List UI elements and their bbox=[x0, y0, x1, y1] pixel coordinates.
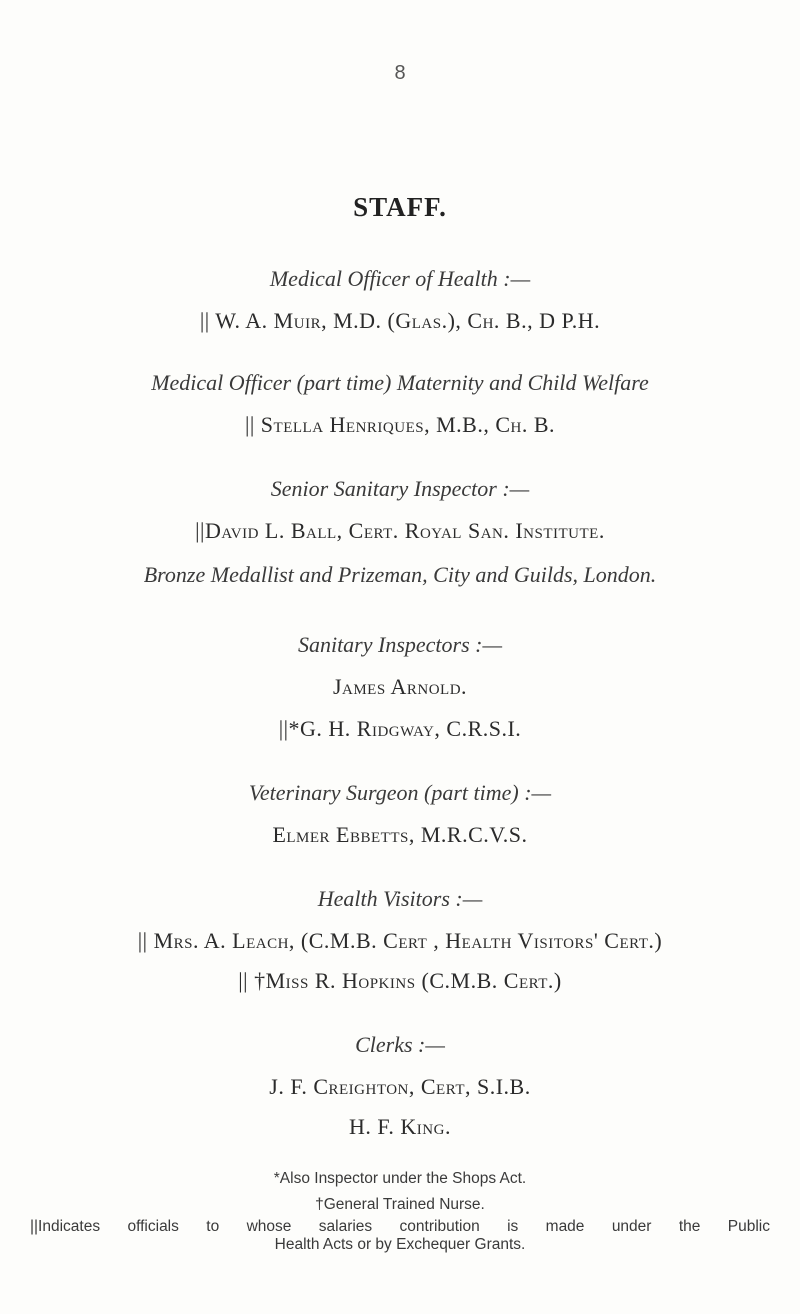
role-clerks: Clerks :— bbox=[355, 1032, 445, 1057]
person-henriques: || Stella Henriques, M.B., Ch. B. bbox=[245, 412, 555, 437]
role-veterinary-surgeon: Veterinary Surgeon (part time) :— bbox=[248, 780, 552, 805]
person-muir: || W. A. Muir, M.D. (Glas.), Ch. B., D P.H. bbox=[199, 308, 601, 333]
person-king: H. F. King. bbox=[349, 1114, 451, 1139]
footnote-asterisk: *Also Inspector under the Shops Act. bbox=[273, 1170, 527, 1187]
role-extra-bronze-medallist: Bronze Medallist and Prizeman, City and Guilds, London. bbox=[143, 562, 657, 587]
role-senior-sanitary-inspector: Senior Sanitary Inspector :— bbox=[270, 476, 530, 501]
person-leach: || Mrs. A. Leach, (C.M.B. Cert , Health Visitors' Cert.) bbox=[137, 928, 663, 953]
role-health-visitors: Health Visitors :— bbox=[317, 886, 483, 911]
person-arnold: James Arnold. bbox=[332, 674, 468, 699]
person-hopkins: || †Miss R. Hopkins (C.M.B. Cert.) bbox=[238, 968, 562, 993]
footnote-legend bbox=[30, 1218, 770, 1254]
page-number: 8 bbox=[394, 62, 406, 84]
person-ball: ||David L. Ball, Cert. Royal San. Institute. bbox=[195, 518, 605, 543]
role-medical-officer-part-time: Medical Officer (part time) Maternity and Child Welfare bbox=[151, 370, 649, 395]
legend-line-1: ||Indicates officials to whose salaries contribution is made under the Public bbox=[30, 1218, 770, 1235]
person-creighton: J. F. Creighton, Cert, S.I.B. bbox=[269, 1074, 531, 1099]
footnote-dagger: †General Trained Nurse. bbox=[315, 1196, 485, 1213]
role-medical-officer-of-health: Medical Officer of Health :— bbox=[269, 266, 531, 291]
page-title: STAFF. bbox=[353, 192, 447, 222]
person-ridgway: ||*G. H. Ridgway, C.R.S.I. bbox=[278, 716, 522, 741]
person-ebbetts: Elmer Ebbetts, M.R.C.V.S. bbox=[272, 822, 528, 847]
role-sanitary-inspectors: Sanitary Inspectors :— bbox=[297, 632, 503, 657]
legend-line-2: Health Acts or by Exchequer Grants. bbox=[274, 1236, 526, 1253]
